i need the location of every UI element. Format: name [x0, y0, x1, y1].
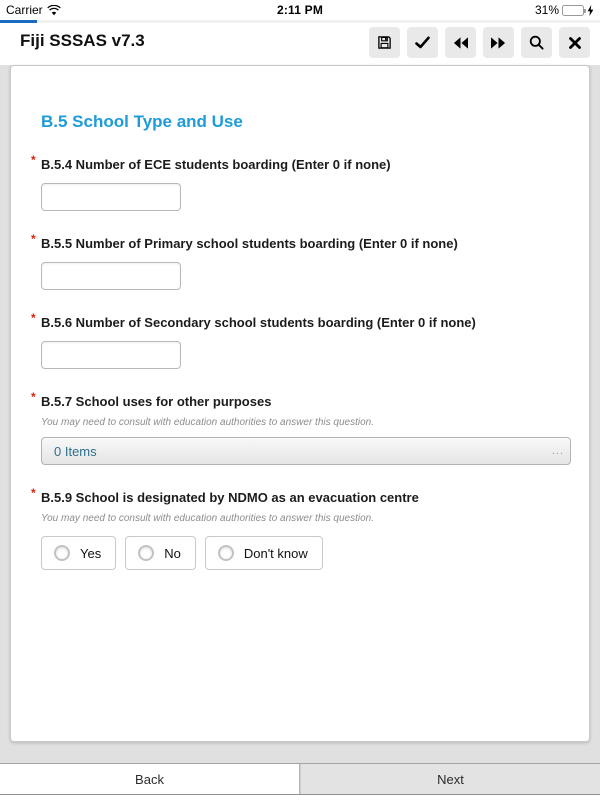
required-marker: * — [31, 486, 36, 500]
question-hint: You may need to consult with education authorities to answer this question. — [41, 513, 374, 524]
radio-circle-icon — [218, 545, 234, 561]
question-b54 — [31, 153, 569, 211]
radio-option-dont-know[interactable] — [205, 536, 323, 570]
jump-last-button[interactable] — [483, 27, 514, 58]
status-bar-right — [414, 3, 594, 17]
jump-first-button[interactable] — [445, 27, 476, 58]
required-marker: * — [31, 153, 36, 167]
save-button[interactable] — [369, 27, 400, 58]
required-marker: * — [31, 232, 36, 246]
battery-icon — [562, 5, 584, 16]
question-label: * B.5.7 School uses for other purposes — [31, 390, 272, 409]
footer-navigation — [0, 763, 600, 795]
question-b56 — [31, 311, 569, 369]
close-icon — [569, 37, 581, 49]
battery-percent-label: 31% — [534, 3, 559, 17]
question-b59 — [31, 486, 569, 570]
required-marker: * — [31, 390, 36, 404]
exit-button[interactable] — [559, 27, 590, 58]
search-button[interactable] — [521, 27, 552, 58]
form-title: Fiji SSSAS v7.3 — [20, 31, 145, 50]
b55-number-input[interactable] — [41, 262, 181, 290]
radio-option-no[interactable] — [125, 536, 196, 570]
radio-option-yes[interactable] — [41, 536, 116, 570]
question-hint: You may need to consult with education authorities to answer this question. — [41, 417, 374, 428]
radio-label: Don't know — [243, 545, 308, 561]
rewind-icon — [453, 37, 468, 49]
fast-forward-icon — [491, 37, 506, 49]
status-time: 2:11 PM — [276, 3, 324, 17]
search-icon — [529, 35, 544, 50]
question-label: * B.5.9 School is designated by NDMO as an evacuation centre — [31, 486, 419, 505]
required-marker: * — [31, 311, 36, 325]
wifi-icon — [47, 5, 61, 16]
b56-number-input[interactable] — [41, 341, 181, 369]
question-label: * B.5.5 Number of Primary school students boarding (Enter 0 if none) — [31, 232, 458, 251]
selected-items-count: 0 Items — [54, 443, 97, 459]
back-button[interactable]: Back — [0, 764, 300, 794]
validate-button[interactable] — [407, 27, 438, 58]
form-header — [0, 23, 600, 65]
section-title: B.5 School Type and Use — [41, 112, 243, 131]
radio-label: Yes — [80, 545, 102, 561]
ellipsis-icon: ... — [551, 445, 564, 457]
status-bar — [0, 0, 600, 20]
check-icon — [415, 36, 430, 49]
charging-bolt-icon — [587, 5, 594, 16]
header-toolbar — [369, 27, 590, 58]
b57-multiselect-picker[interactable] — [41, 437, 571, 465]
radio-label: No — [164, 545, 181, 561]
carrier-label: Carrier — [6, 3, 43, 17]
b59-radio-group — [41, 536, 569, 570]
save-icon — [377, 35, 392, 50]
form-card — [10, 65, 590, 742]
b54-number-input[interactable] — [41, 183, 181, 211]
status-bar-left — [6, 3, 186, 17]
next-button[interactable]: Next — [300, 764, 600, 794]
question-b57 — [31, 390, 569, 465]
question-label: * B.5.6 Number of Secondary school students boarding (Enter 0 if none) — [31, 311, 476, 330]
radio-circle-icon — [54, 545, 70, 561]
question-label: * B.5.4 Number of ECE students boarding (Enter 0 if none) — [31, 153, 391, 172]
question-b55 — [31, 232, 569, 290]
radio-circle-icon — [138, 545, 154, 561]
